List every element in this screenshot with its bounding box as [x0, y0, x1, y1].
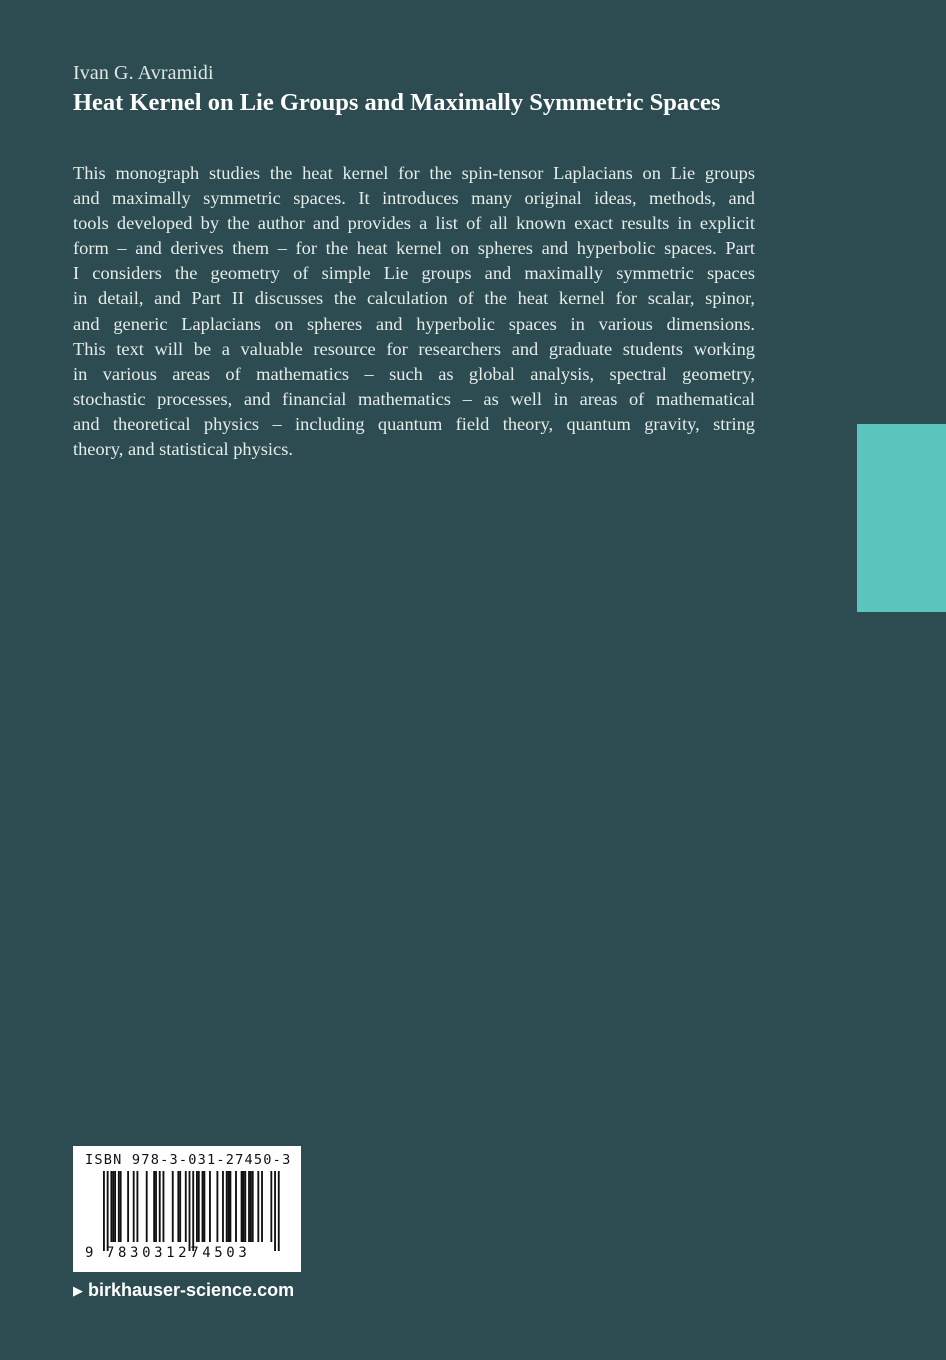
barcode-bar	[226, 1171, 228, 1242]
ean-digits: 783031274503	[106, 1245, 251, 1261]
barcode-bar	[146, 1171, 148, 1242]
barcode-bar	[118, 1171, 120, 1242]
barcode-bar	[228, 1171, 230, 1242]
description-line: This text will be a valuable resource for researchers and graduate students working	[73, 338, 755, 359]
barcode-bar	[222, 1171, 224, 1242]
isbn-label: ISBN 978-3-031-27450-3	[85, 1152, 292, 1168]
barcode-bar	[274, 1171, 276, 1251]
barcode-bar	[202, 1171, 204, 1242]
author-name: Ivan G. Avramidi	[73, 62, 214, 84]
barcode-bar	[243, 1171, 245, 1242]
barcode-bar	[120, 1171, 122, 1242]
barcode-bar	[136, 1171, 138, 1242]
barcode-bar	[172, 1171, 174, 1242]
barcode-bar	[250, 1171, 252, 1242]
barcode-bar	[163, 1171, 165, 1242]
barcode-bar	[278, 1171, 280, 1251]
barcode-bar	[235, 1171, 237, 1242]
barcode-bar	[209, 1171, 211, 1242]
barcode-bar	[229, 1171, 231, 1242]
description-line: and theoretical physics – including quantum field theory, quantum gravity, string	[73, 413, 755, 434]
description-line: in various areas of mathematics – such as global analysis, spectral geometry,	[73, 363, 755, 384]
barcode-bar	[110, 1171, 112, 1242]
barcode-bar	[257, 1171, 259, 1242]
barcode-bar	[189, 1171, 191, 1251]
barcode-bar	[261, 1171, 263, 1242]
barcode-bar	[159, 1171, 161, 1242]
description-line: This monograph studies the heat kernel for the spin-tensor Laplacians on Lie groups	[73, 163, 755, 183]
description-line: tools developed by the author and provides a list of all known exact results in explicit	[73, 213, 755, 234]
barcode-bar	[185, 1171, 187, 1242]
barcode-bar	[153, 1171, 155, 1242]
publisher-link[interactable]	[73, 1280, 294, 1301]
publisher-url: birkhauser-science.com	[88, 1280, 295, 1300]
barcode-bar	[252, 1171, 254, 1242]
description-line: and maximally symmetric spaces. It introduces many original ideas, methods, and	[73, 188, 755, 209]
barcode-bar	[112, 1171, 114, 1242]
description-line: stochastic processes, and financial mathematics – as well in areas of mathematical	[73, 388, 755, 409]
book-title: Heat Kernel on Lie Groups and Maximally Symmetric Spaces	[73, 89, 721, 116]
accent-tab	[857, 424, 946, 612]
barcode-bar	[248, 1171, 250, 1242]
barcode-bar	[127, 1171, 129, 1242]
barcode-bar	[192, 1171, 194, 1251]
barcode-bar	[270, 1171, 272, 1242]
book-description	[73, 161, 755, 462]
barcode-bar	[179, 1171, 181, 1242]
description-line: in detail, and Part II discusses the calculation of the heat kernel for scalar, spinor,	[73, 288, 755, 309]
barcode-bar	[196, 1171, 198, 1242]
ean-first-digit: 9	[85, 1245, 94, 1261]
barcode-bar	[203, 1171, 205, 1242]
triangle-right-icon: ▶	[73, 1283, 83, 1298]
barcode-bar	[133, 1171, 135, 1242]
barcode-bar	[216, 1171, 218, 1242]
barcode-bar	[103, 1171, 105, 1251]
barcode-bar	[198, 1171, 200, 1242]
barcode-bar	[114, 1171, 116, 1242]
barcode-bar	[177, 1171, 179, 1242]
description-line: I considers the geometry of simple Lie groups and maximally symmetric spaces	[73, 263, 755, 284]
description-line: and generic Laplacians on spheres and hyperbolic spaces in various dimensions.	[73, 313, 755, 334]
isbn-barcode	[73, 1146, 301, 1272]
barcode-bar	[241, 1171, 243, 1242]
description-line: theory, and statistical physics.	[73, 439, 293, 460]
barcode-bar	[107, 1171, 109, 1251]
barcode-bar	[244, 1171, 246, 1242]
barcode-bar	[155, 1171, 157, 1242]
description-line: form – and derives them – for the heat kernel on spheres and hyperbolic spaces. Part	[73, 238, 755, 259]
